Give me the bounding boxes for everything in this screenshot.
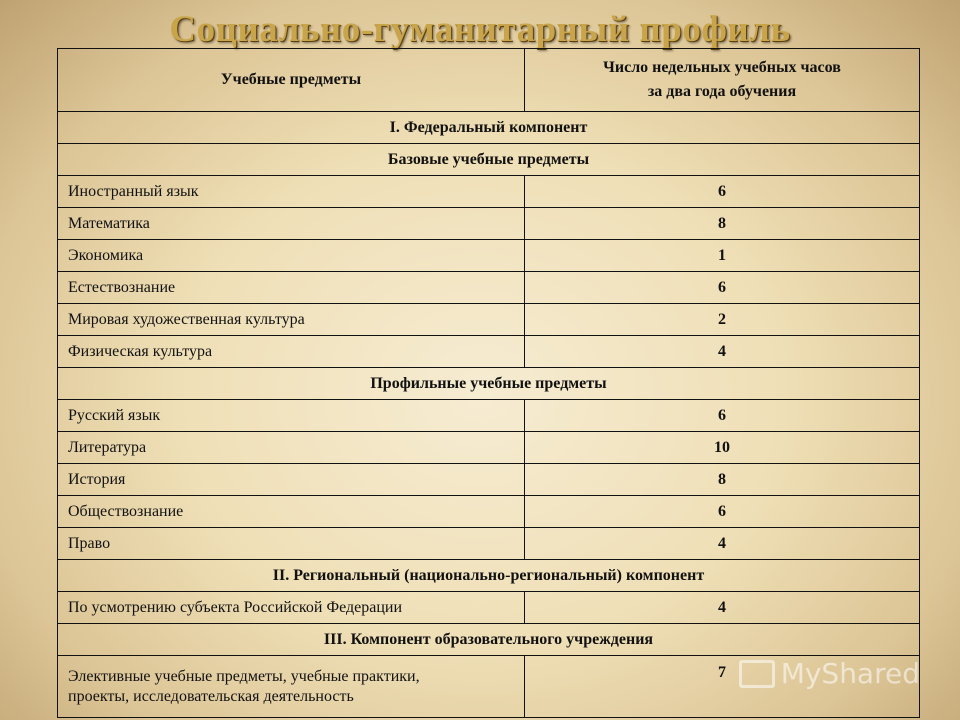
section-row-federal (58, 112, 920, 144)
hours-cell: 4 (525, 592, 920, 624)
hours-cell: 4 (525, 528, 920, 560)
section-row-basic (58, 144, 920, 176)
subject-line2: проекты, исследовательская деятельность (68, 687, 354, 705)
hours-cell: 10 (525, 432, 920, 464)
section-row-regional (58, 560, 920, 592)
section-regional: II. Региональный (национально-региональный) компонент (58, 560, 920, 592)
watermark (739, 657, 920, 690)
table-row (58, 432, 920, 464)
hours-cell: 6 (525, 272, 920, 304)
table-header-row (58, 49, 920, 112)
subject-cell: По усмотрению субъекта Российской Федерации (58, 592, 525, 624)
subject-cell: Мировая художественная культура (58, 304, 525, 336)
subject-cell: Иностранный язык (58, 176, 525, 208)
hours-cell: 2 (525, 304, 920, 336)
hours-cell: 6 (525, 176, 920, 208)
table-row (58, 176, 920, 208)
hours-cell: 4 (525, 336, 920, 368)
header-hours (525, 49, 920, 112)
header-subjects: Учебные предметы (58, 49, 525, 112)
hours-cell: 1 (525, 240, 920, 272)
table-row (58, 208, 920, 240)
subject-cell: Физическая культура (58, 336, 525, 368)
table-row (58, 336, 920, 368)
presentation-board-icon (739, 660, 775, 688)
subject-cell: Естествознание (58, 272, 525, 304)
curriculum-table (57, 48, 920, 718)
subject-cell: Право (58, 528, 525, 560)
section-row-institution (58, 624, 920, 656)
page-title: Социально-гуманитарный профиль (169, 9, 791, 50)
section-profile: Профильные учебные предметы (58, 368, 920, 400)
hours-cell: 8 (525, 464, 920, 496)
table-row (58, 304, 920, 336)
subject-cell: Обществознание (58, 496, 525, 528)
table-row (58, 240, 920, 272)
hours-cell: 6 (525, 400, 920, 432)
table-row (58, 464, 920, 496)
hours-cell: 7 (525, 656, 920, 718)
watermark-text: MyShared (780, 657, 920, 690)
section-basic: Базовые учебные предметы (58, 144, 920, 176)
subject-cell (58, 656, 525, 718)
header-hours-line1: Число недельных учебных часов (603, 59, 841, 76)
header-hours-line2: за два года обучения (647, 83, 797, 100)
table-row (58, 400, 920, 432)
hours-cell: 8 (525, 208, 920, 240)
subject-cell: Русский язык (58, 400, 525, 432)
section-institution: III. Компонент образовательного учреждения (58, 624, 920, 656)
subject-cell: История (58, 464, 525, 496)
hours-cell: 6 (525, 496, 920, 528)
table-row (58, 496, 920, 528)
section-row-profile (58, 368, 920, 400)
subject-line1: Элективные учебные предметы, учебные практики, (68, 667, 420, 685)
table-row (58, 528, 920, 560)
table-row (58, 272, 920, 304)
section-federal: I. Федеральный компонент (58, 112, 920, 144)
subject-cell: Экономика (58, 240, 525, 272)
subject-cell: Литература (58, 432, 525, 464)
table-row (58, 592, 920, 624)
subject-cell: Математика (58, 208, 525, 240)
